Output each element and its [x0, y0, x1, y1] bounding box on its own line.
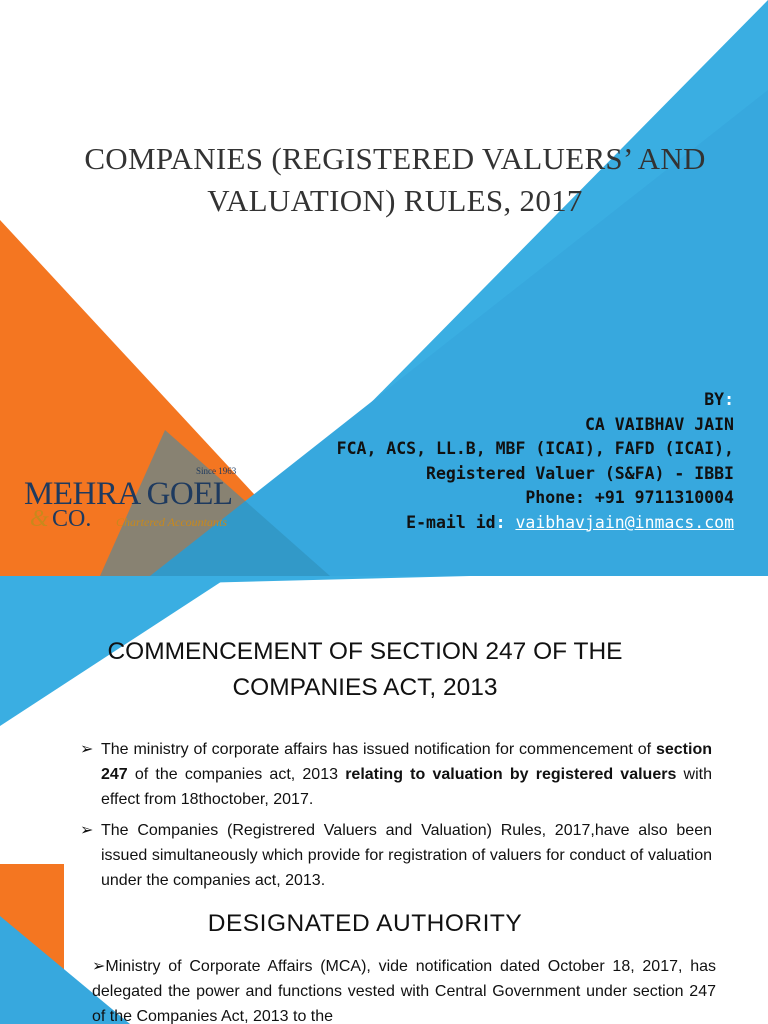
presentation-title: COMPANIES (REGISTERED VALUERS’ AND VALUATION) RULES, 2017: [84, 141, 706, 218]
designated-authority-heading: DESIGNATED AUTHORITY: [207, 910, 523, 937]
bullet-bold-text: relating to valuation by registered valuers: [345, 766, 677, 783]
authority-text: Ministry of Corporate Affairs (MCA), vide notification dated October 18, 2017, has delegated the power and functions vested with Central Government under section 247 of the Companies Act, 2013 to the: [92, 958, 716, 1024]
author-block: BY: CA VAIBHAV JAIN FCA, ACS, LL.B, MBF (ICAI), FAFD (ICAI), Registered Valuer (S&FA) - IBBI Phone: +91 9711310004 E-mail id: vaibhavjain@inmacs.com: [336, 390, 734, 532]
email-link[interactable]: vaibhavjain@inmacs.com: [515, 512, 734, 532]
bullet-text: with effect from 18thoctober, 2017.: [101, 766, 712, 808]
bullet-bold-text: section 247: [101, 741, 712, 783]
logo-since: Since 1963: [196, 466, 237, 476]
bullet-text: of the companies act, 2013: [127, 766, 346, 783]
firm-logo: [24, 466, 254, 536]
arrow-bullet-icon: ➢: [80, 822, 94, 839]
logo-ampersand: &: [30, 506, 49, 532]
logo-name: MEHRA GOEL: [24, 476, 233, 512]
author-phone: Phone: +91 9711310004: [525, 488, 734, 507]
bullet-item: [80, 818, 712, 893]
arrow-bullet-icon: ➢: [80, 741, 94, 758]
author-name: CA VAIBHAV JAIN: [584, 414, 734, 434]
slide2-title: COMMENCEMENT OF SECTION 247 OF THE COMPANIES ACT, 2013: [107, 638, 623, 701]
email-label: E-mail id: [406, 512, 496, 532]
bullet-item: [80, 737, 712, 812]
bullet-text: The Companies (Registrered Valuers and Valuation) Rules, 2017,have also been issued simultaneously which provide for registration of valuers for conduct of valuation under the companies act, 2013.: [101, 822, 712, 889]
author-registration: Registered Valuer (S&FA) - IBBI: [426, 463, 734, 483]
bullet-text: The ministry of corporate affairs has issued notification for commencement of: [101, 741, 656, 758]
by-label: BY: [704, 390, 725, 409]
authority-paragraph: [92, 954, 716, 1024]
arrow-bullet-icon: ➢: [92, 958, 106, 975]
logo-co: CO.: [52, 506, 92, 532]
logo-tagline: Chartered Accountants: [116, 515, 227, 529]
bullet-list: [80, 737, 712, 899]
content-slide: [0, 576, 768, 1024]
author-qualifications: FCA, ACS, LL.B, MBF (ICAI), FAFD (ICAI),: [336, 439, 734, 458]
